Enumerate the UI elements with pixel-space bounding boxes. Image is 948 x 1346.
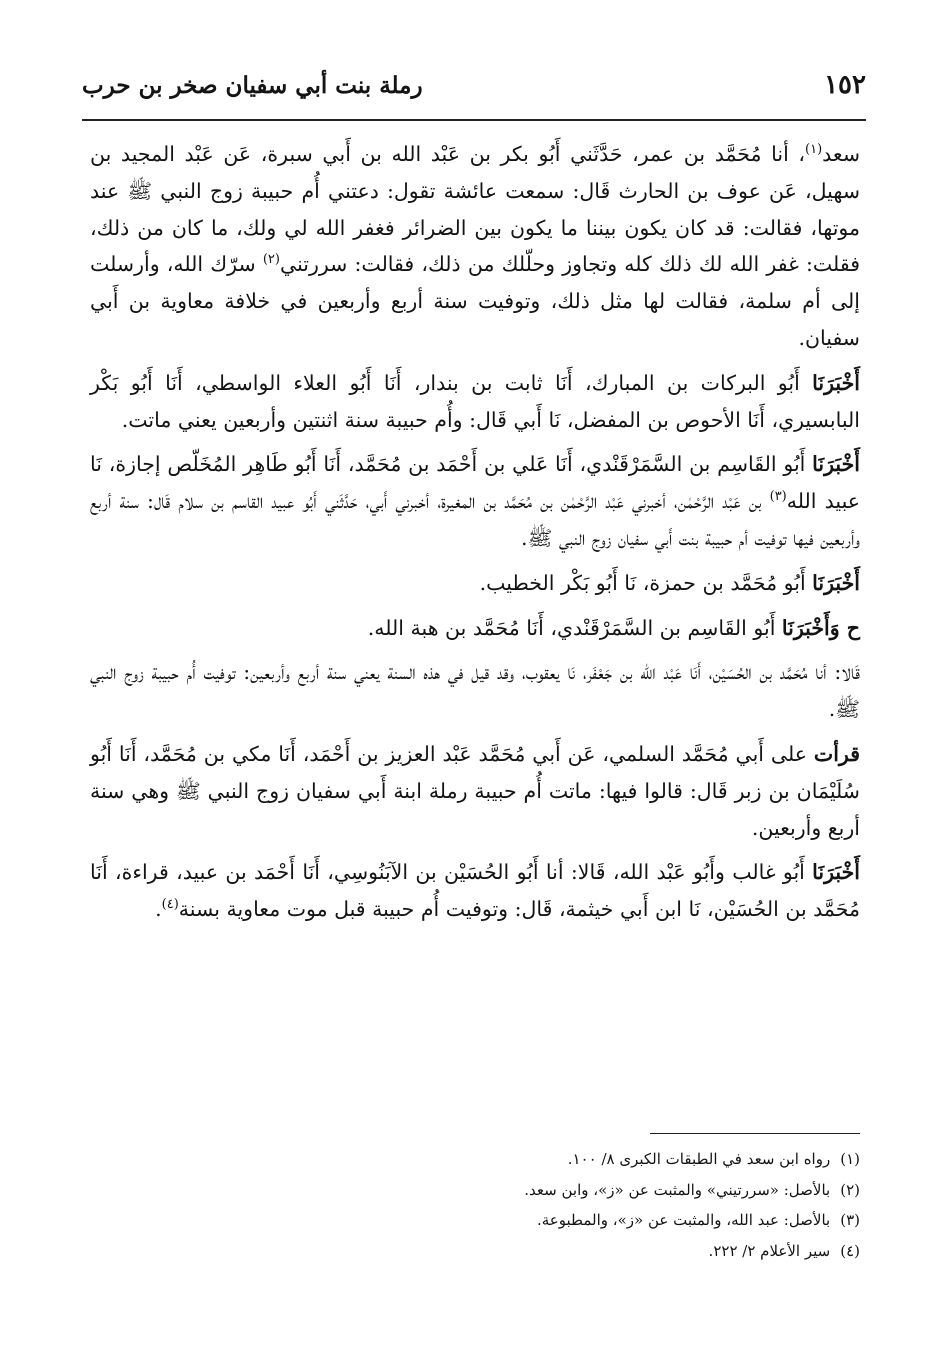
page-header xyxy=(82,60,866,116)
page-number: ١٥٢ xyxy=(824,70,866,100)
paragraph-7 xyxy=(90,736,860,846)
paragraph-lead-word: أَخْبَرَنَا xyxy=(812,570,860,595)
paragraph-6 xyxy=(90,654,860,728)
paragraph-lead-word: أَخْبَرَنَا xyxy=(812,860,860,885)
footnote-text: بالأصل: عبد الله، والمثبت عن «ز»، والمطبوعة. xyxy=(536,1211,831,1229)
main-text xyxy=(90,136,860,936)
footnote-ref[interactable]: (٢) xyxy=(262,252,280,268)
footnote-ref[interactable]: (٤) xyxy=(161,897,179,913)
footnote-number: (٢) xyxy=(840,1180,860,1199)
paragraph-text: قَالا: أنا مُحَمَّد بن الحُسَيْن، أَنَا عَبْد الله بن جَعْفَر، نَا يعقوب، وقد قيل في هذه السنة يعني سنة أربع وأربعين: توفيت أُم حبيبة زوج النبي ﷺ. xyxy=(90,660,860,722)
paragraph-text: ، أنا مُحَمَّد بن عمر، حَدَّثَني أَبُو بكر بن عَبْد الله بن أَبي سبرة، عَن عَبْد المجيد بن سهيل، عَن عوف بن الحارث قَال: سمعت عائشة تقول: دعتني أُم حبيبة زوج النبي ﷺ عند موتها، فقالت: قد كان يكون بيننا ما يكون بين الضرائر فغفر الله لي ولك، ما كان من ذلك، فقلت: غفر الله لك ذلك كله وتجاوز وحلّلك من ذلك، فقالت: سررتني xyxy=(90,142,860,277)
paragraph-lead-word: ح وَأَخْبَرَنَا xyxy=(781,615,860,640)
footnote-number: (١) xyxy=(840,1150,860,1168)
footnote-ref[interactable]: (٣) xyxy=(769,489,787,505)
footnote-1 xyxy=(90,1144,860,1175)
running-title: رملة بنت أبي سفيان صخر بن حرب xyxy=(82,72,423,99)
header-divider xyxy=(82,119,866,121)
paragraph-text: أَبُو مُحَمَّد بن حمزة، نَا أَبُو بَكْر الخطيب. xyxy=(479,570,813,595)
paragraph-text: سرّك الله، وأرسلت إلى أم سلمة، فقالت لها مثل ذلك، وتوفيت سنة أربع وأربعين في خلافة معاوية بن أَبي سفيان. xyxy=(90,252,860,350)
paragraph-lead-word: أَخْبَرَنَا xyxy=(812,452,860,477)
paragraph-text: . xyxy=(155,897,162,922)
paragraph-text: أَبُو غالب وأَبُو عَبْد الله، قَالا: أنا أَبُو الحُسَيْن بن الآبَنُوسِي، أَنَا أَحْمَد بن عبيد، قراءة، أَنَا مُحَمَّد بن الحُسَيْن، نَا ابن أَبي خيثمة، قَال: وتوفيت أُم حبيبة قبل موت معاوية بسنة xyxy=(90,860,860,922)
footnote-number: (٤) xyxy=(840,1241,860,1260)
footnote-number: (٣) xyxy=(840,1211,860,1229)
paragraph-lead-word: أَخْبَرَنَا xyxy=(812,370,860,395)
footnotes xyxy=(90,1144,860,1266)
paragraph-text: أَبُو البركات بن المبارك، أَنَا ثابت بن بندار، أَنَا أَبُو العلاء الواسطي، أَنَا أَبُو بَكْر البابسيري، أَنَا الأحوص بن المفضل، نَا أَبي قَال: وأُم حبيبة سنة اثنتين وأربعين يعني ماتت. xyxy=(90,370,860,432)
paragraph-lead-word: قرأت xyxy=(813,741,860,766)
paragraph-text: سعد xyxy=(822,142,860,166)
footnote-3 xyxy=(90,1205,860,1236)
footnote-2 xyxy=(90,1175,860,1206)
footnote-ref[interactable]: (١) xyxy=(805,142,823,158)
footnote-4 xyxy=(90,1236,860,1267)
footnote-text: سير الأعلام ٢/ ٢٢٢. xyxy=(708,1241,831,1260)
paragraph-8 xyxy=(90,854,860,928)
paragraph-1 xyxy=(90,136,860,357)
footnote-text: رواه ابن سعد في الطبقات الكبرى ٨/ ١٠٠. xyxy=(567,1150,831,1168)
paragraph-text: أَبُو القَاسِم بن السَّمَرْقَنْدي، أَنَا مُحَمَّد بن هبة الله. xyxy=(367,615,782,640)
paragraph-text: أَبُو القَاسِم بن السَّمَرْقَنْدي، أَنَا عَلي بن أَحْمَد بن مُحَمَّد، أَنَا أَبُو طَاهِر المُخَلّص إجازة، نَا عبيد الله xyxy=(90,452,860,514)
footnote-text: بالأصل: «سررتيني» والمثبت عن «ز»، وابن سعد. xyxy=(524,1180,831,1199)
paragraph-2 xyxy=(90,365,860,439)
footnote-divider xyxy=(650,1133,860,1134)
paragraph-4 xyxy=(90,565,860,602)
paragraph-text: بن عَبْد الرَّحْمٰن، أخبرني عَبْد الرَّحْمٰن بن مُحَمَّد بن المغيرة، أخبرني أَبي، حَدَّثَني أَبُو عبيد القاسم بن سلام قَال: سنة أربع وأربعين فيها توفيت أم حبيبة بنت أَبي سفيان زوج النبي ﷺ. xyxy=(90,489,860,550)
paragraph-text: على أَبي مُحَمَّد السلمي، عَن أَبي مُحَمَّد عَبْد العزيز بن أَحْمَد، أَنَا مكي بن مُحَمَّد، أَنَا أَبُو سُلَيْمَان بن زبر قَال: قالوا فيها: ماتت أُم حبيبة رملة ابنة أَبي سفيان زوج النبي ﷺ وهي سنة أربع وأربعين. xyxy=(90,741,860,840)
paragraph-3 xyxy=(90,446,860,556)
paragraph-5 xyxy=(90,610,860,647)
